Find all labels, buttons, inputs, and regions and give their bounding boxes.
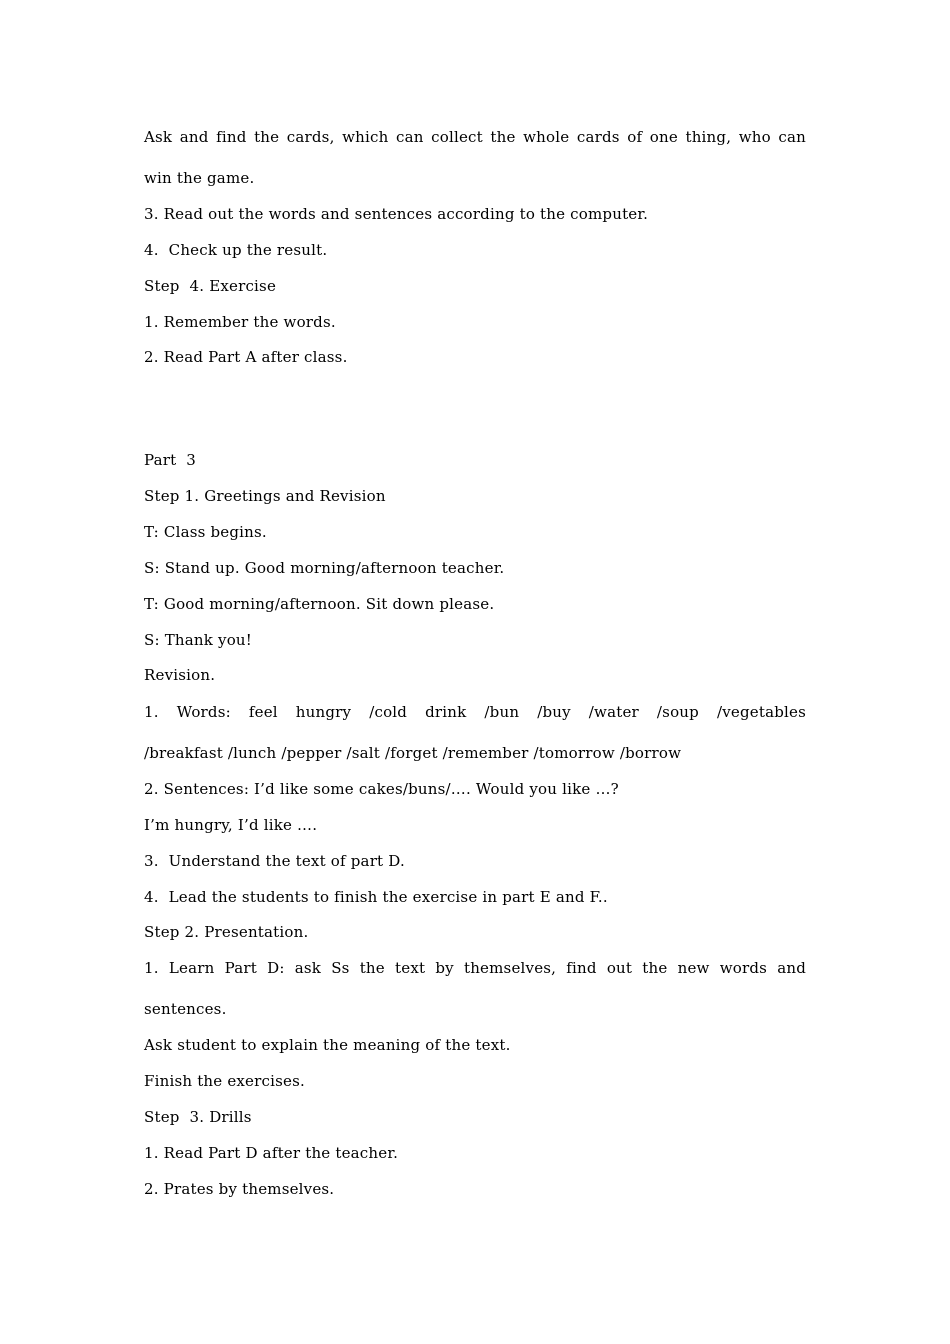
section-heading: Step 3. Drills [144,1108,252,1126]
text-line: S: Thank you! [144,631,253,649]
text-line: sentences. [144,1000,227,1018]
text-line: 1. Read Part D after the teacher. [144,1144,399,1162]
text-line: 1. Remember the words. [144,313,336,331]
document-page [144,0,806,1344]
text-line: 1. Words: feel hungry /cold drink /bun /buy /water /soup /vegetables [144,703,806,721]
section-heading: Step 1. Greetings and Revision [144,487,386,505]
text-line: 4. Lead the students to finish the exercise in part E and F.. [144,888,608,906]
text-line: T: Good morning/afternoon. Sit down please. [144,595,495,613]
text-line: 4. Check up the result. [144,241,328,259]
section-heading: Step 2. Presentation. [144,923,309,941]
part-heading: Part 3 [144,451,197,469]
text-line: 3. Read out the words and sentences according to the computer. [144,205,649,223]
text-line: T: Class begins. [144,523,267,541]
text-line: /breakfast /lunch /pepper /salt /forget /remember /tomorrow /borrow [144,744,682,762]
section-heading: Step 4. Exercise [144,277,277,295]
text-line: 2. Read Part A after class. [144,348,348,366]
text-line: Ask student to explain the meaning of the text. [144,1036,511,1054]
text-line: Ask and find the cards, which can collect the whole cards of one thing, who can [144,128,806,146]
text-line: I’m hungry, I’d like …. [144,816,318,834]
text-line: win the game. [144,169,255,187]
text-line: S: Stand up. Good morning/afternoon teacher. [144,559,505,577]
text-line: 2. Prates by themselves. [144,1180,335,1198]
text-line: 1. Learn Part D: ask Ss the text by themselves, find out the new words and [144,959,806,977]
text-line: Finish the exercises. [144,1072,305,1090]
text-line: 2. Sentences: I’d like some cakes/buns/…. Would you like …? [144,780,619,798]
text-line: 3. Understand the text of part D. [144,852,405,870]
text-line: Revision. [144,666,216,684]
